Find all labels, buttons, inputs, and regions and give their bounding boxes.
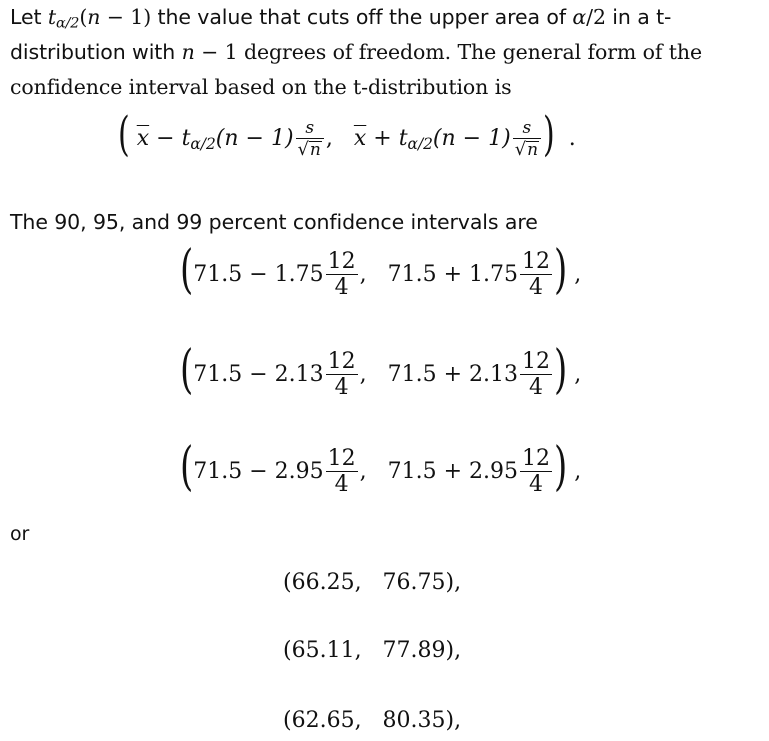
interval-frac — [326, 251, 358, 299]
t-subscript: α/2 — [55, 15, 80, 32]
s-over-sqrt-n-a — [296, 117, 324, 160]
row-end: , — [574, 459, 582, 484]
intro-paragraph — [10, 0, 762, 105]
interval-lower-expr: 71.5 − 2.13 — [193, 362, 324, 387]
radical-sign: √ — [297, 138, 309, 160]
frac-den-2: 4 — [529, 375, 544, 400]
frac-num-2: 12 — [522, 249, 551, 274]
result-95: (65.11, 77.89), — [283, 638, 462, 663]
interval-frac-2 — [520, 351, 552, 399]
over-two: /2 — [586, 5, 606, 29]
general-formula — [118, 108, 576, 163]
t-symbol-a: t — [181, 126, 191, 151]
radical-sign-2: √ — [514, 138, 527, 160]
t-arg-a: (n − 1) — [215, 126, 294, 151]
s-over-sqrt-n-b — [513, 117, 541, 160]
minus-sign: − — [149, 126, 182, 151]
t-symbol-b: t — [398, 126, 408, 151]
close-paren: ) — [554, 339, 568, 401]
row-end: , — [574, 362, 582, 387]
frac-den-sqrt-2 — [513, 139, 541, 159]
frac-num-s: s — [305, 117, 315, 138]
result-90: (66.25, 76.75), — [283, 570, 462, 595]
close-paren: ) — [543, 108, 555, 163]
frac-den-2: 4 — [529, 472, 544, 497]
interval-upper-expr: 71.5 + 2.95 — [387, 459, 519, 484]
interval-frac-2 — [520, 251, 552, 299]
n-symbol-2: n — [181, 40, 195, 64]
or-label: or — [10, 523, 30, 545]
open-paren: ( — [180, 239, 194, 301]
intro-text-4: − 1 degrees of freedom. The general form of the confidence interval based on the t-distribution is — [10, 40, 703, 99]
interval-upper-expr: 71.5 + 1.75 — [387, 262, 519, 287]
interval-frac — [326, 448, 358, 496]
intro-text-3: in a t-distribution with — [10, 5, 672, 64]
interval-frac-2 — [520, 448, 552, 496]
t-subscript-a: α/2 — [190, 134, 216, 153]
minus-one: − 1) — [100, 5, 152, 29]
intro-text-2: the value that cuts off the upper area of — [151, 5, 573, 29]
intervals-heading: The 90, 95, and 99 percent confidence intervals are — [10, 210, 538, 234]
interval-95: (71.5 − 2.13 $\frac{12}{4}$ , 71.5 + 2.13 $\frac{12}{4}$ ) , — [180, 339, 582, 401]
t-arg-b: (n − 1) — [432, 126, 511, 151]
interval-90: (71.5 − 1.75 $\frac{12}{4}$ , 71.5 + 1.75 $\frac{12}{4}$ ) , — [180, 239, 582, 301]
frac-num: 12 — [327, 349, 356, 374]
close-paren: ) — [554, 436, 568, 498]
interval-99: (71.5 − 2.95 $\frac{12}{4}$ , 71.5 + 2.95 $\frac{12}{4}$ ) , — [180, 436, 582, 498]
alpha-symbol: α — [572, 5, 587, 29]
intro-text-1: Let — [10, 5, 42, 29]
frac-den: 4 — [334, 472, 349, 497]
interval-lower-expr: 71.5 − 2.95 — [193, 459, 324, 484]
frac-den: 4 — [334, 275, 349, 300]
frac-num: 12 — [327, 446, 356, 471]
frac-den: 4 — [334, 375, 349, 400]
xbar: $\overline{x}$ — [136, 126, 150, 151]
frac-num-s-2: s — [522, 117, 532, 138]
interval-lower-expr: 71.5 − 1.75 — [193, 262, 324, 287]
frac-num: 12 — [327, 249, 356, 274]
result-99: (62.65, 80.35), — [283, 708, 462, 733]
interval-upper-expr: 71.5 + 2.13 — [387, 362, 519, 387]
frac-num-2: 12 — [522, 349, 551, 374]
sqrt-n: n — [309, 139, 321, 160]
xbar-2: $\overline{x}$ — [353, 126, 367, 151]
t-subscript-b: α/2 — [407, 134, 433, 153]
t-arg-open: ( — [79, 5, 88, 29]
close-paren: ) — [554, 239, 568, 301]
frac-den-sqrt — [296, 139, 324, 159]
plus-sign: + — [366, 126, 399, 151]
row-end: , — [574, 262, 582, 287]
sqrt-n-2: n — [527, 139, 539, 160]
frac-num-2: 12 — [522, 446, 551, 471]
t-symbol: t — [47, 5, 56, 29]
frac-den-2: 4 — [529, 275, 544, 300]
interval-frac — [326, 351, 358, 399]
open-paren: ( — [180, 339, 194, 401]
open-paren: ( — [180, 436, 194, 498]
open-paren: ( — [118, 108, 130, 163]
period: . — [568, 126, 576, 151]
separator: , — [325, 126, 333, 151]
n-symbol: n — [87, 5, 101, 29]
